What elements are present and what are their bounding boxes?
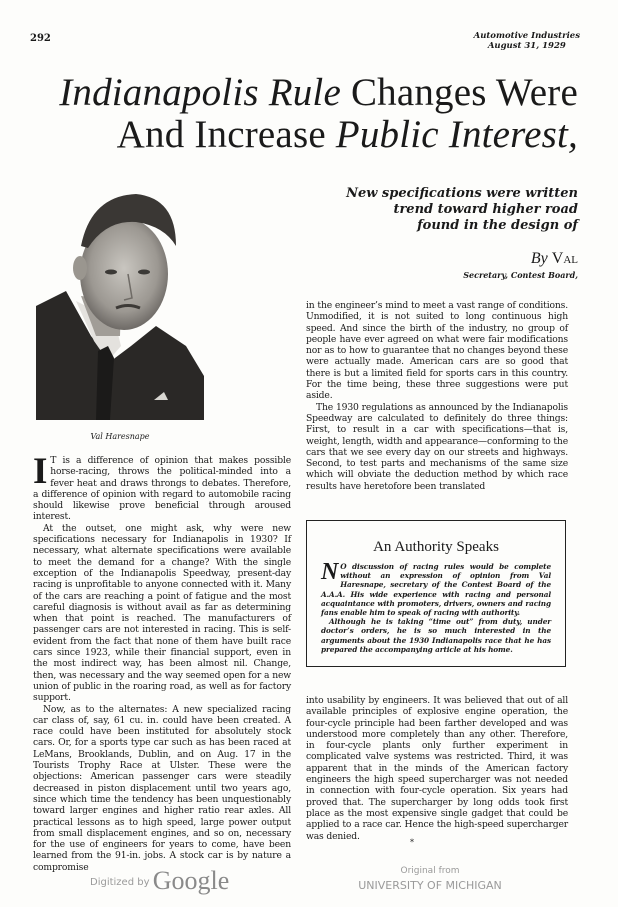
- sidebar-box: [306, 520, 566, 667]
- article-column-right-top: [306, 300, 568, 492]
- article-paragraph: into usability by engineers. It was believed that out of all available principles of explosive engine operation, the four-cycle principle had been farther developed and was understood more completely than any other. Therefore, in four-cycle plants only further experiment in complicated valve systems was restricted. Third, it was apparent that in the minds of the American factory engineers the high speed supercharger was not needed in connection with four-cycle operation. Six years had proved that. The supercharger by long odds took first place as the most expensive single gadget that could be applied to a race car. Hence the high-speed supercharger was denied.: [306, 695, 568, 842]
- end-mark: *: [410, 838, 414, 847]
- institution-name: UNIVERSITY OF MICHIGAN: [358, 879, 502, 892]
- headline-line-1: [59, 72, 578, 114]
- digitized-by-watermark: [90, 866, 229, 896]
- article-paragraph: Now, as to the alternates: A new specialized racing car class of, say, 61 cu. in. could have been created. A race could have been instituted for absolutely stock cars. Or, for a sports type car such as has been raced at LeMans, Brooklands, Dublin, and on Aug. 17 in the Tourists Trophy Race at Ulster. These were the objections: American passenger cars were steadily decreased in piston displacement until two years ago, since which time the tendency has been unquestionably toward larger engines and higher ratio rear axles. All practical lessons as to high speed, large power output from small displacement engines, and so on, necessary for the use of engineers for years to come, have been learned from the 91-in. jobs. A stock car is by nature a compromise: [33, 703, 291, 873]
- original-from-label: Original from: [400, 866, 460, 876]
- byline-by: By: [530, 250, 548, 267]
- paragraph-text: T is a difference of opinion that makes possible horse-racing, throws the political-minded into a fever heat and draws throngs to debates. Therefore, a difference of opinion with regard to automobile racing should likewise prove beneficial through aroused interest.: [33, 455, 291, 523]
- article-paragraph: [33, 451, 291, 523]
- publication-name: Automotive Industries: [473, 31, 580, 41]
- original-from-watermark: [350, 866, 510, 892]
- byline-name: Val: [551, 250, 578, 267]
- headline-roman-part: Changes Were: [350, 71, 578, 114]
- sidebar-text: [321, 559, 551, 654]
- sidebar-title: An Authority Speaks: [373, 539, 499, 555]
- author-title: Secretary, Contest Board,: [463, 270, 578, 280]
- article-paragraph: in the engineer’s mind to meet a vast range of conditions. Unmodified, it is not suited to long continuous high speed. And since the birth of the industry, no group of people have ever agreed on what were fair modifications nor as to how to guarantee that no changes beyond these were actually made. American cars are so good that there is but a limited field for sports cars in this country. For the time being, these three suggestions were put aside.: [306, 300, 568, 402]
- author-portrait: [36, 186, 204, 420]
- deck-subtitle: [346, 186, 578, 234]
- deck-line: found in the design of: [417, 218, 578, 233]
- drop-cap: I: [33, 451, 48, 492]
- drop-cap: N: [321, 559, 339, 585]
- headline-italic-part: Public Interest,: [335, 113, 578, 156]
- article-paragraph: At the outset, one might ask, why were new specifications necessary for Indianapolis in 1930? If necessary, what alternate specifications were available to meet the demand for a change? With the single exception of the Indianapolis Speedway, present-day racing is unprofitable to anyone connected with it. Many of the cars are reaching a point of fatigue and the most careful diagnosis is without avail as far as determining when that point is reached. The manufacturers of passenger cars are not interested in racing. This is self-evident from the fact that none of them have built race cars since 1923, while their financial support, even in the most indirect way, has been almost nil. Change, then, was necessary and the way seemed open for a new union of public in the roaring road, as well as for factory support.: [33, 522, 291, 704]
- running-header: [474, 31, 580, 51]
- digitized-by-label: Digitized by: [90, 877, 150, 888]
- article-column-left: [33, 451, 291, 873]
- headline-roman-part: And Increase: [116, 113, 326, 156]
- sidebar-paragraph: Although he is taking “time out” from duty, under doctor’s orders, he is so much interested in the arguments about the 1930 Indianapolis race that he has prepared the accompanying article at his home.: [321, 617, 551, 654]
- byline: [531, 250, 578, 268]
- paragraph-text: O discussion of racing rules would be complete without an expression of opinion from Val Haresnape, secretary of the Contest Board of the A.A.A. His wide experience with racing and personal acquaintance with promoters, drivers, owners and racing fans enable him to speak of racing with authority.: [321, 562, 551, 618]
- publication-date: August 31, 1929: [487, 41, 566, 51]
- google-logo: Google: [152, 866, 230, 895]
- article-paragraph: The 1930 regulations as announced by the Indianapolis Speedway are calculated to definitely do three things: First, to result in a car with specifications—that is, weight, length, width and appearance—conforming to the cars that we see every day on our streets and highways. Second, to test parts and mechanisms of the same size which will obviate the deduction method by which race results have heretofore been translated: [306, 401, 568, 492]
- deck-line: New specifications were written: [346, 186, 578, 201]
- headline-line-2: [117, 114, 578, 156]
- sidebar-paragraph: [321, 559, 551, 618]
- photo-caption: Val Haresnape: [90, 432, 150, 441]
- headline-italic-part: Indianapolis Rule: [59, 71, 341, 114]
- article-column-right-bottom: [306, 695, 568, 842]
- deck-line: trend toward higher road: [393, 202, 578, 217]
- page-number: 292: [30, 33, 51, 44]
